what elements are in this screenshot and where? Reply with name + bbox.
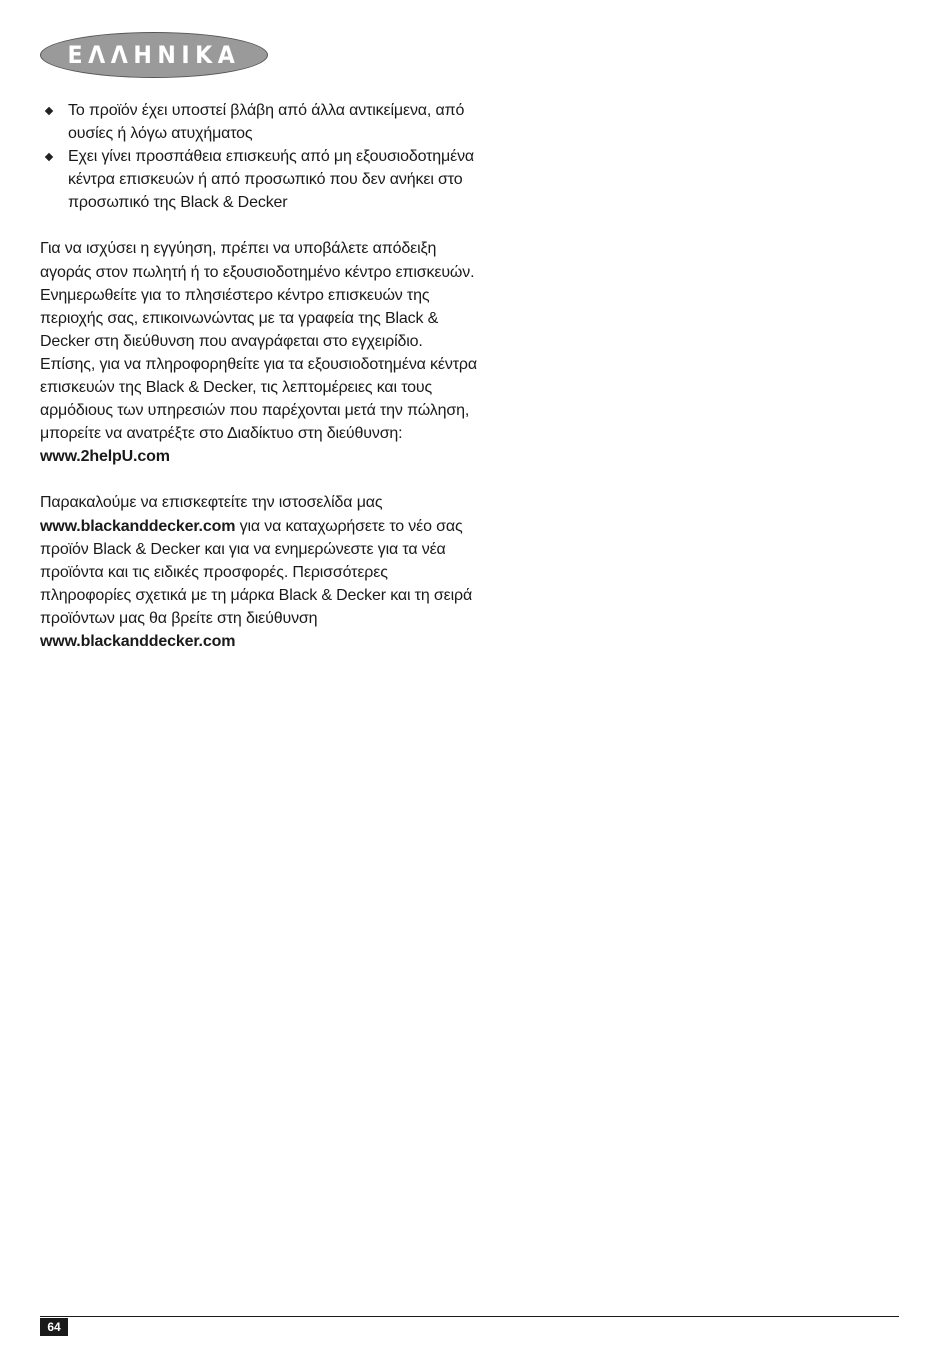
warranty-paragraph [40, 237, 480, 468]
footer-divider [40, 1316, 899, 1317]
language-badge [40, 32, 268, 78]
website-link-footer[interactable]: www.blackanddecker.com [40, 632, 236, 650]
bullet-list [40, 99, 480, 214]
list-item-text: Το προϊόν έχει υποστεί βλάβη από άλλα αντικείμενα, από ουσίες ή λόγω ατυχήματος [68, 102, 465, 143]
warranty-text: Για να ισχύσει η εγγύηση, πρέπει να υποβάλετε απόδειξη αγοράς στον πωλητή ή το εξουσιοδοτημένο κέντρο επισκευών. Ενημερωθείτε για το πλησιέστερο κέντρο επισκευών της περιοχής σας, επικοινωνώντας με τα γραφεία της Black & Decker στη διεύθυνση που αναγράφεται στο εγχειρίδιο. Επίσης, για να πληροφορηθείτε για τα εξουσιοδοτημένα κέντρα επισκευών της Black & Decker, τις λεπτομέρειες και τους αρμόδιους των υπηρεσιών που παρέχονται μετά την πώληση, μπορείτε να ανατρέξτε στο Διαδίκτυο στη διεύθυνση: [40, 240, 477, 443]
page-content [40, 99, 480, 653]
list-item-text: Εχει γίνει προσπάθεια επισκευής από μη εξουσιοδοτημένα κέντρα επισκευών ή από προσωπικό που δεν ανήκει στο προσωπικό της Black & Decker [68, 148, 475, 212]
list-item [40, 145, 480, 214]
diamond-bullet-icon [45, 107, 53, 115]
helpu-link[interactable]: www.2helpU.com [40, 448, 170, 466]
diamond-bullet-icon [45, 153, 53, 161]
registration-text: για να καταχωρήσετε το νέο σας προϊόν Black & Decker και για να ενημερώνεστε για τα νέα προϊόντα και τις ειδικές προσφορές. Περισσότερες πληροφορίες σχετικά με τη μάρκα Black & Decker και τη σειρά προϊόντων μας θα βρείτε στη διεύθυνση [40, 517, 473, 627]
website-link[interactable]: www.blackanddecker.com [40, 517, 236, 535]
language-label: ΕΛΛΗΝΙΚΑ [67, 41, 241, 69]
registration-intro: Παρακαλούμε να επισκεφτείτε την ιστοσελίδα μας [40, 494, 383, 512]
registration-paragraph [40, 491, 480, 653]
list-item [40, 99, 480, 145]
page-number: 64 [40, 1318, 68, 1336]
